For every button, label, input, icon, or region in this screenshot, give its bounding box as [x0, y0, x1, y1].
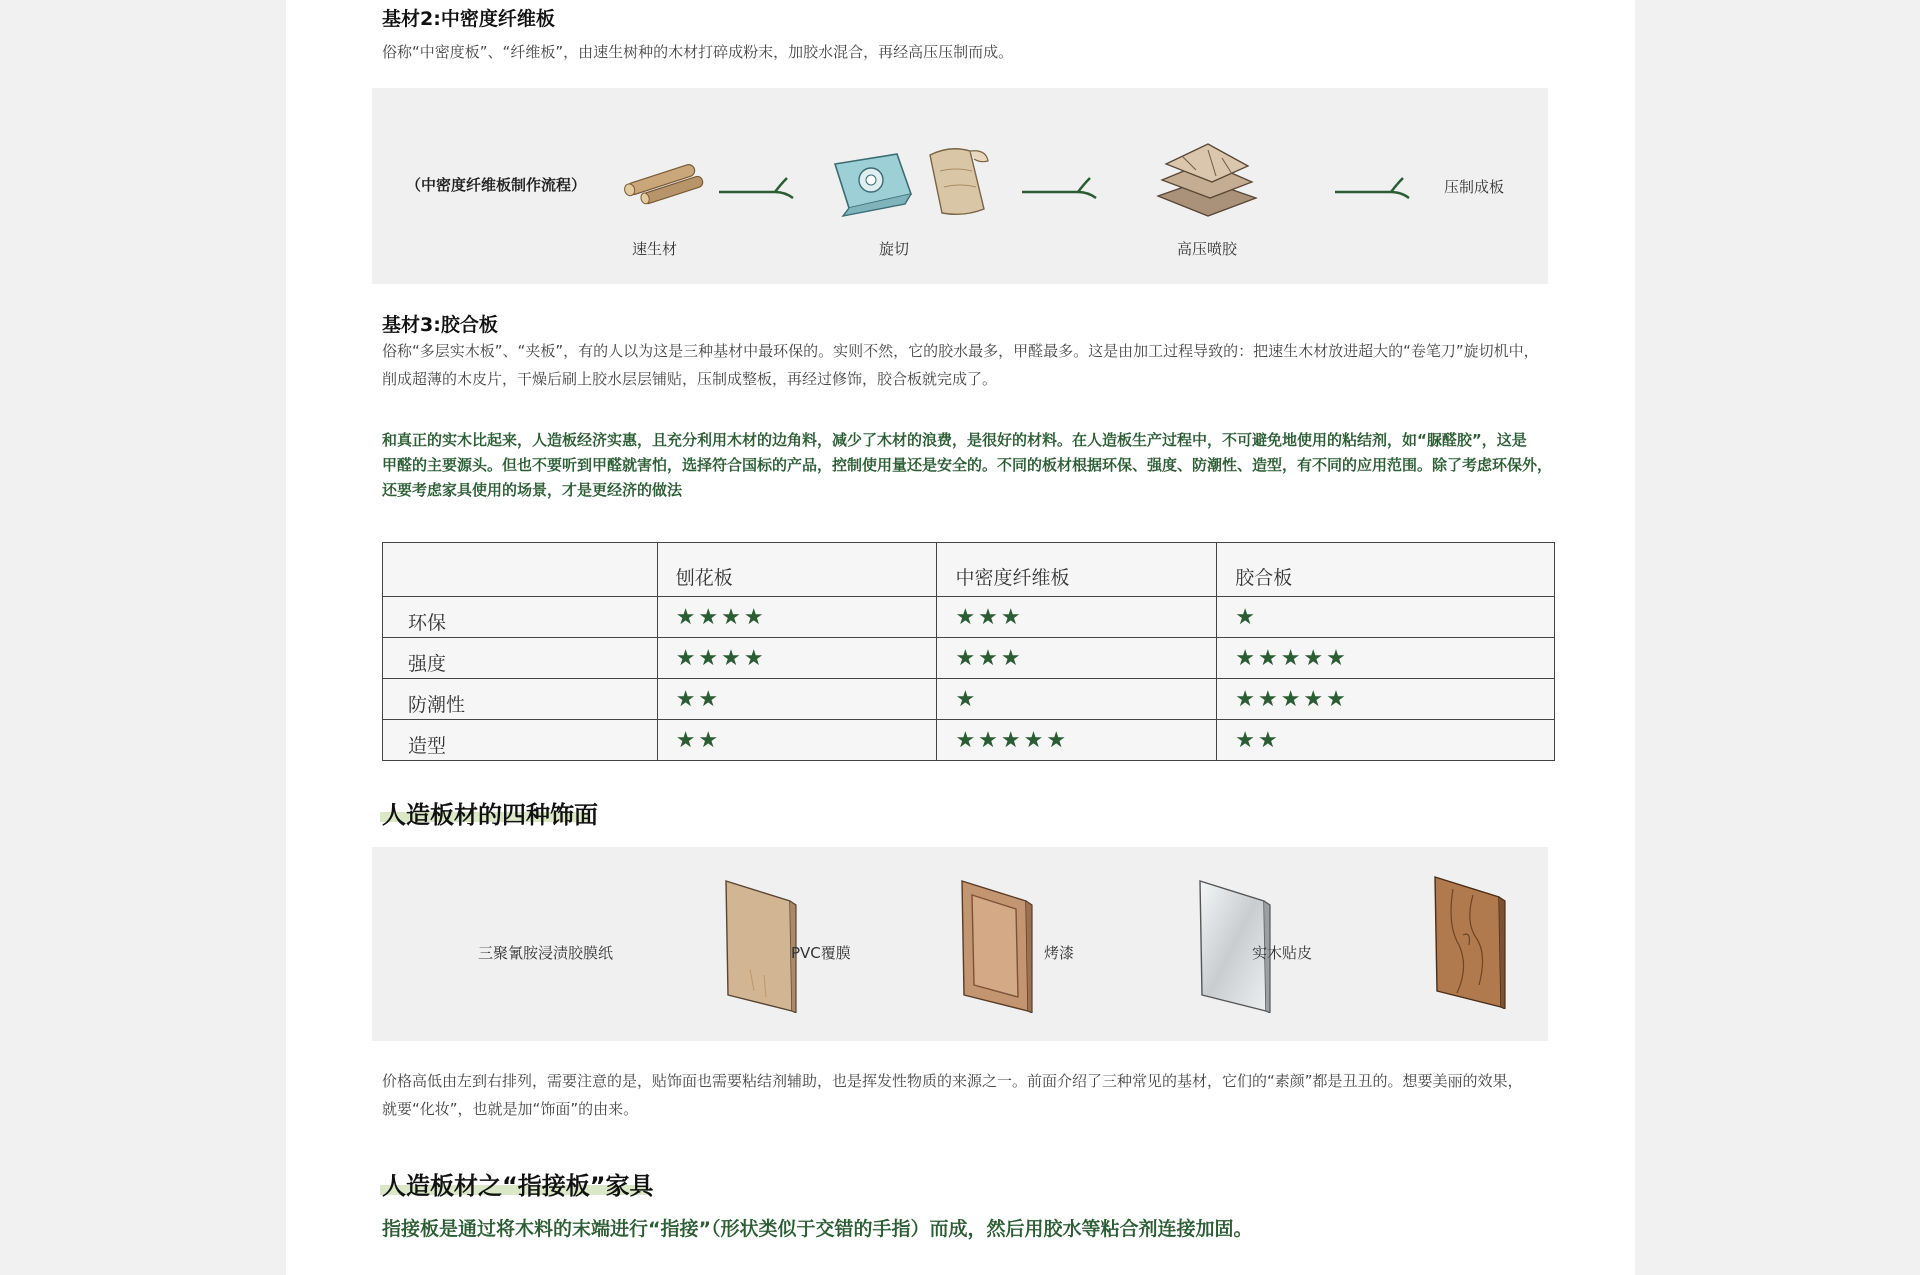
table-header-cell: 胶合板 — [1217, 543, 1555, 597]
table-header-cell: 刨花板 — [657, 543, 937, 597]
table-header-cell: 中密度纤维板 — [937, 543, 1217, 597]
comparison-table — [382, 542, 1555, 761]
pvc-board-illustration — [956, 879, 1034, 1013]
flow-caption: （中密度纤维板制作流程） — [406, 176, 587, 194]
rotary-cutter-illustration — [827, 146, 917, 218]
flow-arrow-icon — [1333, 170, 1413, 200]
flow-step-2: 旋切 — [879, 240, 910, 258]
table-row-label: 强度 — [383, 638, 658, 679]
rating-stars: ★★ — [657, 679, 937, 720]
melamine-board-illustration — [720, 879, 798, 1013]
rating-stars: ★★★ — [937, 597, 1217, 638]
finishes-title: 人造板材的四种饰面 — [382, 801, 598, 829]
veneer-roll-illustration — [920, 143, 995, 223]
flow-final: 压制成板 — [1444, 178, 1505, 196]
flow-step-1: 速生材 — [632, 240, 678, 258]
finger-title: 人造板材之“指接板”家具 — [382, 1172, 654, 1200]
rating-stars: ★★★★ — [657, 638, 937, 679]
summary-line1: 和真正的实木比起来，人造板经济实惠，且充分利用木材的边角料，减少了木材的浪费，是很好的材料。在人造板生产过程中，不可避免地使用的粘结剂，如“脲醛胶”，这是 — [382, 431, 1527, 449]
table-header-cell — [383, 543, 658, 597]
rating-stars: ★ — [937, 679, 1217, 720]
article-page — [286, 0, 1635, 1275]
finger-desc: 指接板是通过将木料的末端进行“指接”（形状类似于交错的手指）而成，然后用胶水等粘合剂连接加固。 — [382, 1218, 1253, 1240]
flow-arrow-icon — [717, 170, 797, 200]
summary-line2: 甲醛的主要源头。但也不要听到甲醛就害怕，选择符合国标的产品，控制使用量还是安全的。不同的板材根据环保、强度、防潮性、造型，有不同的应用范围。除了考虑环保外， — [382, 456, 1553, 474]
rating-stars: ★★ — [1217, 720, 1555, 761]
finish-label-1: 三聚氰胺浸渍胶膜纸 — [478, 944, 614, 962]
finishes-desc-line2: 就要“化妆”，也就是加“饰面”的由来。 — [382, 1100, 639, 1118]
rating-stars: ★★★★★ — [1217, 679, 1555, 720]
table-header-row — [383, 543, 1555, 597]
rating-stars: ★★★★★ — [937, 720, 1217, 761]
substrate3-desc-line1: 俗称“多层实木板”、“夹板”，有的人以为这是三种基材中最环保的。实则不然，它的胶水最多，甲醛最多。这是由加工过程导致的：把速生木材放进超大的“卷笔刀”旋切机中， — [382, 342, 1539, 360]
flow-step-3: 高压喷胶 — [1177, 240, 1238, 258]
substrate2-title: 基材2:中密度纤维板 — [382, 8, 555, 30]
table-row — [383, 720, 1555, 761]
rating-stars: ★★★★★ — [1217, 638, 1555, 679]
veneer-board-illustration — [1429, 875, 1507, 1009]
table-row — [383, 638, 1555, 679]
finishes-desc-line1: 价格高低由左到右排列，需要注意的是，贴饰面也需要粘结剂辅助，也是挥发性物质的来源之一。前面介绍了三种常见的基材，它们的“素颜”都是丑丑的。想要美丽的效果， — [382, 1072, 1523, 1090]
finish-label-3: 烤漆 — [1044, 944, 1075, 962]
table-row-label: 造型 — [383, 720, 658, 761]
table-row-label: 环保 — [383, 597, 658, 638]
finishes-panel — [372, 847, 1548, 1041]
substrate3-desc-line2: 削成超薄的木皮片，干燥后刷上胶水层层铺贴，压制成整板，再经过修饰，胶合板就完成了。 — [382, 370, 998, 388]
rating-stars: ★★★ — [937, 638, 1217, 679]
rating-stars: ★★★★ — [657, 597, 937, 638]
pressed-sheets-illustration — [1152, 136, 1262, 224]
rating-stars: ★ — [1217, 597, 1555, 638]
summary-line3: 还要考虑家具使用的场景，才是更经济的做法 — [382, 481, 683, 499]
substrate3-title: 基材3:胶合板 — [382, 314, 498, 336]
finish-label-2: PVC覆膜 — [791, 944, 851, 962]
table-row — [383, 597, 1555, 638]
table-row — [383, 679, 1555, 720]
mdf-flow-panel — [372, 88, 1548, 284]
logs-illustration — [622, 160, 712, 210]
substrate2-desc: 俗称“中密度板”、“纤维板”，由速生树种的木材打碎成粉末，加胶水混合，再经高压压制而成。 — [382, 43, 1014, 61]
finish-label-4: 实木贴皮 — [1252, 944, 1313, 962]
table-row-label: 防潮性 — [383, 679, 658, 720]
flow-arrow-icon — [1020, 170, 1100, 200]
rating-stars: ★★ — [657, 720, 937, 761]
